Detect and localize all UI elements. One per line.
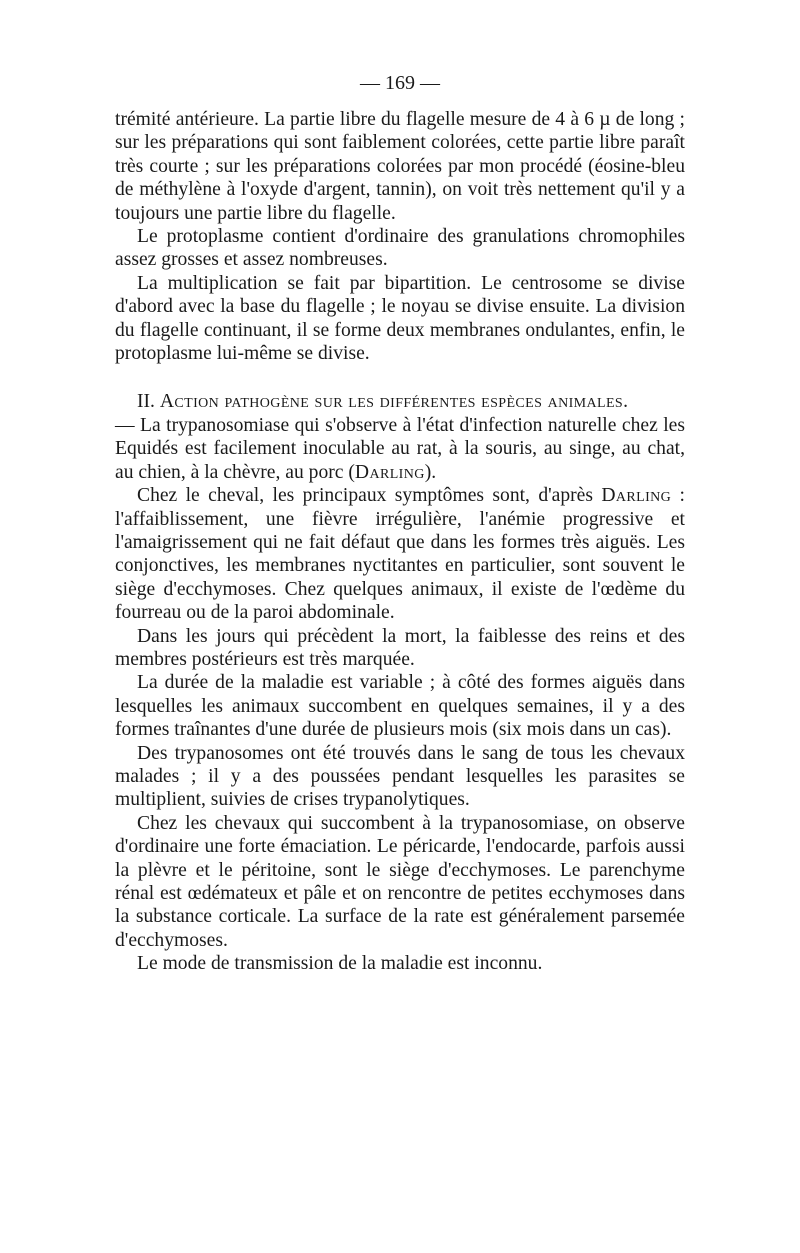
intro-author: Darling (354, 461, 425, 483)
section-spacer (115, 365, 685, 390)
intro-text: — La trypanosomiase qui s'observe à l'état d'infection naturelle chez les Equidés est facilement inoculable au rat, à la souris, au singe, au chat, au chien, à la chèvre, au porc ( (115, 414, 685, 483)
paragraph-before-death: Dans les jours qui précèdent la mort, la faiblesse des reins et des membres postérieurs est très marquée. (115, 625, 685, 670)
intro-end: ). (424, 461, 437, 483)
paragraph-protoplasm: Le protoplasme contient d'ordinaire des granulations chromophiles assez grosses et assez nombreuses. (115, 226, 685, 271)
paragraph-autopsy: Chez les chevaux qui succombent à la trypanosomiase, on observe d'ordinaire une forte émaciation. Le péricarde, l'endocarde, parfois aussi la plèvre et le péritoine, sont le siège d'ecchymoses. Le parenchyme rénal est œdémateux et pâle et on rencontre de petites ecchymoses dans la substance corticale. La surface de la rate est généralement parsemée d'ecchymoses. (115, 812, 685, 951)
symptoms-author: Darling (601, 485, 672, 507)
page-number: — 169 — (360, 72, 440, 94)
paragraph-horse-symptoms (115, 484, 685, 624)
paragraph-multiplication: La multiplication se fait par bipartition. Le centrosome se divise d'abord avec la base du flagelle ; le noyau se divise ensuite. La division du flagelle continuant, il se forme deux membranes ondulantes, enfin, le protoplasme lui-même se divise. (115, 272, 685, 365)
paragraph-flagellum: trémité antérieure. La partie libre du flagelle mesure de 4 à 6 µ de long ; sur les préparations qui sont faiblement colorées, cette partie libre paraît très courte ; sur les préparations colorées par mon procédé (éosine-bleu de méthylène à l'oxyde d'argent, tannin), on voit très nettement qu'il y a toujours une partie libre du flagelle. (115, 109, 685, 224)
paragraph-blood: Des trypanosomes ont été trouvés dans le sang de tous les chevaux malades ; il y a des poussées pendant lesquelles les parasites se multiplient, suivies de crises trypanolytiques. (115, 742, 685, 811)
symptoms-before: Chez le cheval, les principaux symptômes sont, d'après (137, 485, 602, 507)
section-title: Action pathogène sur les différentes espèces animales. (159, 391, 629, 413)
document-page (115, 70, 685, 976)
paragraph-duration: La durée de la maladie est variable ; à côté des formes aiguës dans lesquelles les animaux succombent en quelques semaines, il y a des formes traînantes d'une durée de plusieurs mois (six mois dans un cas). (115, 672, 685, 741)
symptoms-after: : l'affaiblissement, une fièvre irrégulière, l'anémie progressive et l'amaigrissement qui ne fait défaut que dans les formes très aiguës. Les conjonctives, les membranes nyctitantes en particulier, sont souvent le siège d'ecchymoses. Chez quelques animaux, il existe de l'œdème du fourreau ou de la paroi abdominale. (115, 485, 685, 624)
section-heading (115, 390, 685, 413)
section-number: II. (137, 391, 155, 413)
paragraph-transmission: Le mode de transmission de la maladie est inconnu. (137, 953, 543, 975)
paragraph-section-intro (115, 414, 685, 484)
